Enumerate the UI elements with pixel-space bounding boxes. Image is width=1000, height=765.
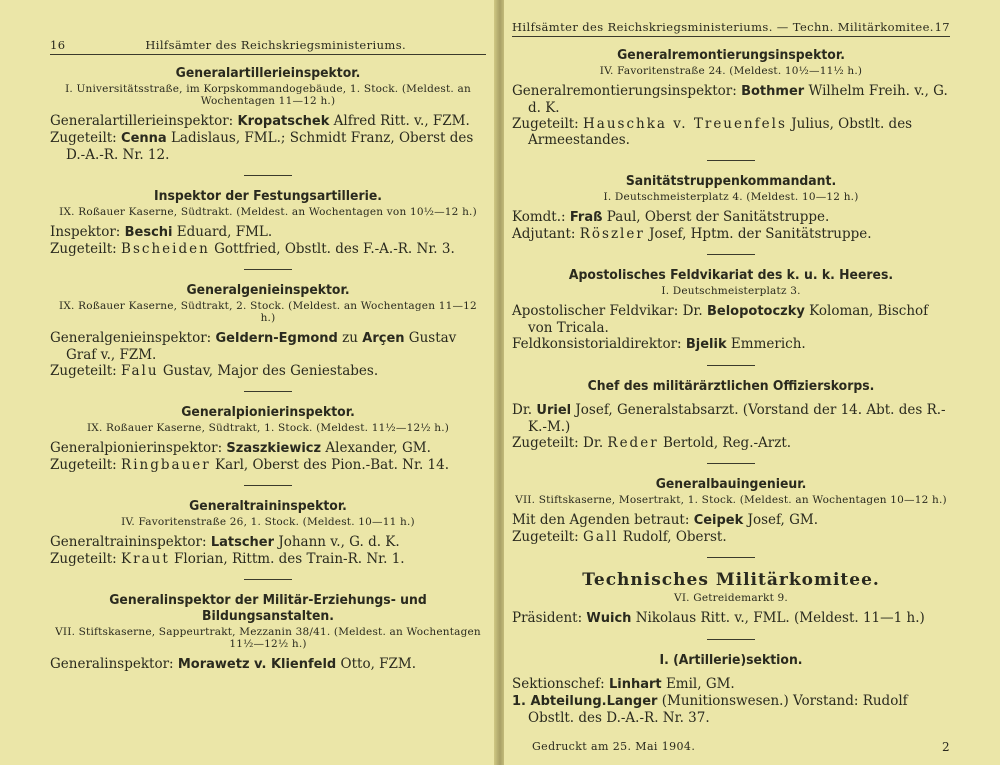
section-divider <box>707 557 755 558</box>
section-address: IX. Roßauer Kaserne, Südtrakt. (Meldest. an Wochentagen von 10½—12 h.) <box>59 206 477 218</box>
person-surname: Cenna <box>121 131 167 146</box>
entry-text: (Munitionswesen.) Vorstand: <box>657 693 863 709</box>
entry-text: Otto, FZM. <box>336 656 417 672</box>
entry-text: Emmerich. <box>726 336 806 352</box>
entry-text: Emil, GM. <box>661 676 735 692</box>
entry-text: Josef, Generalstabsarzt. (Vorstand der 14. Abt. des R.-K.-M.) <box>528 402 946 435</box>
person-surname: Latscher <box>210 535 275 550</box>
section-divider <box>244 269 292 270</box>
left-running-title: Hilfsämter des Reichskriegsministeriums. <box>145 38 407 52</box>
person-surname: Hauschka v. Treuenfels <box>583 116 787 132</box>
entry-role: Zugeteilt: <box>50 363 122 379</box>
directory-section <box>512 652 950 726</box>
personnel-entry <box>512 116 950 148</box>
entry-text: Rudolf Obstlt. des D.-A.-R. Nr. 37. <box>528 693 908 726</box>
entry-text: Eduard, FML. <box>172 224 273 240</box>
personnel-entry <box>50 440 486 457</box>
person-surname: Fraß <box>569 210 603 225</box>
person-surname: Belopotoczky <box>706 304 805 319</box>
right-page-header <box>512 20 950 37</box>
section-address: I. Deutschmeisterplatz 3. <box>661 285 801 297</box>
entry-text: Gustav Graf v., FZM. <box>66 330 457 363</box>
section-address: I. Universitätsstraße, im Korpskommandogebäude, 1. Stock. (Meldest. an Wochentagen 11—12 h.) <box>65 83 471 107</box>
entry-text: Karl, Oberst des Pion.-Bat. Nr. 14. <box>210 457 450 473</box>
section-address: IX. Roßauer Kaserne, Südtrakt, 1. Stock. (Meldest. 11½—12½ h.) <box>86 422 450 434</box>
section-divider <box>707 254 755 255</box>
person-surname: Arçen <box>362 331 405 346</box>
section-title: Technisches Militärkomitee. <box>582 570 880 590</box>
right-page-number: 17 <box>934 20 950 34</box>
directory-section <box>512 476 950 558</box>
personnel-entry <box>512 83 950 116</box>
section-address: IV. Favoritenstraße 26, 1. Stock. (Meldest. 10—11 h.) <box>121 516 415 528</box>
section-address: IV. Favoritenstraße 24. (Meldest. 10½—11½ h.) <box>599 65 863 77</box>
section-divider <box>244 391 292 392</box>
entry-text: Alexander, GM. <box>321 440 431 456</box>
entry-role: Apostolischer Feldvikar: Dr. <box>512 303 707 319</box>
person-surname: Wuich <box>586 611 632 626</box>
personnel-entry <box>512 676 950 693</box>
print-imprint: Gedruckt am 25. Mai 1904. <box>532 740 696 753</box>
entry-role: Präsident: <box>512 610 587 626</box>
entry-role: Generaltraininspektor: <box>50 534 211 550</box>
right-running-title: Hilfsämter des Reichskriegsministeriums. — Techn. Militärkomitee. <box>512 20 934 34</box>
personnel-entry <box>512 209 950 226</box>
personnel-entry <box>50 534 486 551</box>
left-sections <box>50 65 486 673</box>
section-title: Generalbauingenieur. <box>655 476 807 492</box>
directory-section <box>512 570 950 640</box>
section-title: Chef des militärärztlichen Offizierskorps. <box>587 378 875 394</box>
personnel-entry <box>512 610 950 627</box>
left-page <box>0 0 496 765</box>
personnel-entry <box>50 224 486 241</box>
directory-section <box>50 282 486 392</box>
personnel-entry <box>50 241 486 257</box>
section-divider <box>707 463 755 464</box>
section-divider <box>707 365 755 366</box>
section-title: Sanitätstruppenkommandant. <box>625 173 837 189</box>
person-surname: Röszler <box>579 226 645 242</box>
section-address: IX. Roßauer Kaserne, Südtrakt, 2. Stock. (Meldest. an Wochentagen 11—12 h.) <box>59 300 477 324</box>
entry-role: Zugeteilt: <box>50 457 122 473</box>
directory-section <box>50 188 486 270</box>
section-title: Generalgenieinspektor. <box>186 282 350 298</box>
person-surname: Falu <box>121 363 159 379</box>
entry-role: Generalartillerieinspektor: <box>50 113 238 129</box>
entry-role: Zugeteilt: <box>50 130 122 146</box>
personnel-entry <box>512 402 950 435</box>
entry-text: Wilhelm Freih. v., G. d. K. <box>528 83 948 116</box>
section-address: VII. Stiftskaserne, Mosertrakt, 1. Stock. (Meldest. an Wochentagen 10—12 h.) <box>515 494 947 506</box>
right-page <box>504 0 1000 765</box>
section-title: Generalinspektor der Militär-Erziehungs- und Bildungsanstalten. <box>109 592 427 624</box>
personnel-entry <box>50 551 486 567</box>
left-page-header <box>50 38 486 55</box>
person-surname: Beschi <box>124 225 173 240</box>
entry-text: Florian, Rittm. des Train-R. Nr. 1. <box>169 551 405 567</box>
person-surname: 1. Abteilung. <box>512 694 607 709</box>
personnel-entry <box>512 435 950 451</box>
section-title: Generalpionierinspektor. <box>181 404 355 420</box>
entry-text: Josef, Hptm. der Sanitätstruppe. <box>644 226 872 242</box>
entry-text: Ladislaus, FML.; Schmidt Franz, Oberst des D.-A.-R. Nr. 12. <box>66 130 474 163</box>
section-title: Apostolisches Feldvikariat des k. u. k. Heeres. <box>568 267 894 283</box>
person-surname: Ringbauer <box>121 457 211 473</box>
entry-role: Zugeteilt: Dr. <box>512 435 608 451</box>
entry-role: Generalpionierinspektor: <box>50 440 227 456</box>
personnel-entry <box>512 303 950 336</box>
person-surname: Kropatschek <box>237 114 330 129</box>
person-surname: Bjelik <box>685 337 727 352</box>
section-address: VII. Stiftskaserne, Sappeurtrakt, Mezzanin 38/41. (Meldest. an Wochentagen 11½—12½ h.) <box>55 626 481 650</box>
directory-section <box>50 592 486 673</box>
entry-text: Julius, Obstlt. des Armeestandes. <box>528 116 913 148</box>
directory-section <box>50 498 486 580</box>
entry-text: Josef, GM. <box>743 512 819 528</box>
person-surname: Geldern-Egmond <box>215 331 338 346</box>
entry-role: Komdt.: <box>512 209 570 225</box>
section-title: Generalremontierungsinspektor. <box>617 47 845 63</box>
person-surname: Szaszkiewicz <box>226 441 322 456</box>
section-address: VI. Getreidemarkt 9. <box>674 592 788 604</box>
entry-role: Zugeteilt: <box>50 551 122 567</box>
personnel-entry <box>50 363 486 379</box>
entry-role: Zugeteilt: <box>512 529 584 545</box>
section-title: I. (Artillerie)sektion. <box>659 652 803 668</box>
person-surname: Reder <box>607 435 659 451</box>
personnel-entry <box>512 529 950 545</box>
directory-section <box>512 173 950 255</box>
personnel-entry <box>512 693 950 726</box>
entry-role: Zugeteilt: <box>512 116 584 132</box>
entry-text: Gottfried, Obstlt. des F.-A.-R. Nr. 3. <box>209 241 455 257</box>
section-title: Generalartillerieinspektor. <box>175 65 361 81</box>
directory-section <box>512 267 950 366</box>
entry-role: Mit den Agenden betraut: <box>512 512 694 528</box>
section-title: Inspektor der Festungsartillerie. <box>154 188 382 204</box>
entry-role: Sektionschef: <box>512 676 609 692</box>
personnel-entry <box>50 130 486 163</box>
entry-text: Johann v., G. d. K. <box>274 534 400 550</box>
entry-text: Nikolaus Ritt. v., FML. (Meldest. 11—1 h.) <box>631 610 925 626</box>
entry-role: Generalinspektor: <box>50 656 178 672</box>
right-sections <box>512 47 950 726</box>
personnel-entry <box>50 656 486 673</box>
entry-role: Dr. <box>512 402 537 418</box>
directory-section <box>512 47 950 161</box>
entry-text: zu <box>337 330 363 346</box>
section-divider <box>707 639 755 640</box>
person-surname: Ceipek <box>693 513 744 528</box>
entry-role: Zugeteilt: <box>50 241 122 257</box>
directory-section <box>50 404 486 486</box>
left-page-number: 16 <box>50 38 66 52</box>
section-address: I. Deutschmeisterplatz 4. (Meldest. 10—12 h.) <box>603 191 859 203</box>
entry-text: Bertold, Reg.-Arzt. <box>658 435 792 451</box>
person-surname: Langer <box>606 694 658 709</box>
person-surname: Kraut <box>121 551 170 567</box>
section-divider <box>707 160 755 161</box>
person-surname: Morawetz v. Klienfeld <box>177 657 337 672</box>
person-surname: Bscheiden <box>121 241 210 257</box>
person-surname: Uriel <box>536 403 572 418</box>
directory-section <box>512 378 950 464</box>
page-footer <box>512 740 950 754</box>
entry-text: Rudolf, Oberst. <box>618 529 727 545</box>
entry-role: Feldkonsistorialdirektor: <box>512 336 686 352</box>
entry-text: Gustav, Major des Geniestabes. <box>158 363 379 379</box>
section-divider <box>244 485 292 486</box>
section-divider <box>244 579 292 580</box>
entry-text: Alfred Ritt. v., FZM. <box>329 113 470 129</box>
personnel-entry <box>512 226 950 242</box>
entry-text: Koloman, Bischof von Tricala. <box>528 303 929 336</box>
person-surname: Bothmer <box>741 84 805 99</box>
entry-role: Adjutant: <box>512 226 580 242</box>
personnel-entry <box>50 113 486 130</box>
personnel-entry <box>50 330 486 363</box>
entry-text: Paul, Oberst der Sanitätstruppe. <box>602 209 830 225</box>
entry-role: Inspektor: <box>50 224 125 240</box>
person-surname: Linhart <box>609 677 662 692</box>
entry-role: Generalgenieinspektor: <box>50 330 216 346</box>
person-surname: Gall <box>583 529 619 545</box>
personnel-entry <box>50 457 486 473</box>
personnel-entry <box>512 336 950 353</box>
personnel-entry <box>512 512 950 529</box>
signature-mark: 2 <box>941 740 950 754</box>
section-title: Generaltraininspektor. <box>189 498 347 514</box>
section-divider <box>244 175 292 176</box>
entry-role: Generalremontierungsinspektor: <box>512 83 742 99</box>
directory-section <box>50 65 486 176</box>
